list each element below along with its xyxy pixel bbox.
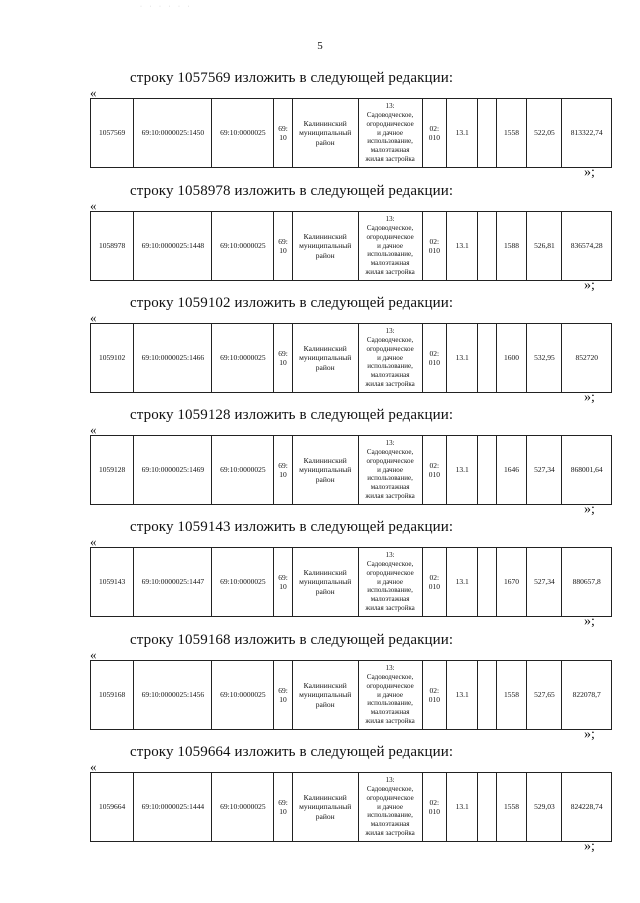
parent-cadastral-cell: 69:10:0000025 (212, 773, 274, 842)
category-cell: 13.1 (447, 99, 478, 168)
code-cell: 02: 010 (422, 548, 447, 617)
usage-line: и дачное (377, 353, 403, 362)
cadastral-number-cell: 69:10:0000025:1466 (134, 324, 212, 393)
usage-cell (358, 99, 422, 168)
record-id-cell: 1059143 (91, 548, 134, 617)
rate-cell: 526,81 (527, 212, 562, 281)
parent-cadastral-cell: 69:10:0000025 (212, 436, 274, 505)
rate-cell: 527,34 (527, 548, 562, 617)
open-quote: « (90, 198, 97, 213)
rate-cell: 529,03 (527, 773, 562, 842)
close-quote: »; (584, 390, 595, 405)
usage-line: использование, (367, 137, 413, 146)
table-row (91, 212, 612, 281)
district-cell: Калининский муниципальный район (292, 661, 358, 730)
usage-line: 13: (385, 776, 395, 785)
empty-cell (478, 661, 497, 730)
table-row (91, 436, 612, 505)
usage-line: Садоводческое, (366, 560, 414, 569)
usage-line: жилая застройка (365, 716, 415, 725)
usage-line: Садоводческое, (366, 336, 414, 345)
record-id-cell: 1059128 (91, 436, 134, 505)
empty-cell (478, 324, 497, 393)
district-cell: Калининский муниципальный район (292, 212, 358, 281)
usage-line: Садоводческое, (366, 785, 414, 794)
record-id-cell: 1059168 (91, 661, 134, 730)
value-cell: 868001,64 (562, 436, 612, 505)
close-quote: »; (584, 502, 595, 517)
area-cell: 1600 (496, 324, 527, 393)
usage-line: малоэтажная (370, 595, 410, 604)
open-quote: « (90, 422, 97, 437)
table-row (91, 661, 612, 730)
category-cell: 13.1 (447, 436, 478, 505)
amendment-heading: строку 1057569 изложить в следующей редакции: (130, 70, 454, 86)
table-row (91, 773, 612, 842)
empty-cell (478, 548, 497, 617)
region-code-cell: 69: 10 (274, 324, 293, 393)
header-marks: · · · · · · (140, 4, 193, 10)
usage-line: малоэтажная (370, 820, 410, 829)
record-table (90, 323, 612, 393)
usage-line: огородническое (366, 456, 414, 465)
area-cell: 1558 (496, 661, 527, 730)
usage-line: жилая застройка (365, 267, 415, 276)
usage-cell (358, 212, 422, 281)
category-cell: 13.1 (447, 661, 478, 730)
usage-line: 13: (385, 664, 395, 673)
open-quote: « (90, 759, 97, 774)
empty-cell (478, 99, 497, 168)
usage-line: 13: (385, 102, 395, 111)
amendment-heading: строку 1059128 изложить в следующей редакции: (130, 407, 454, 423)
value-cell: 852720 (562, 324, 612, 393)
open-quote: « (90, 647, 97, 662)
usage-cell (358, 661, 422, 730)
open-quote: « (90, 534, 97, 549)
amendment-heading: строку 1059168 изложить в следующей редакции: (130, 632, 454, 648)
cadastral-number-cell: 69:10:0000025:1447 (134, 548, 212, 617)
usage-line: Садоводческое, (366, 673, 414, 682)
usage-cell (358, 324, 422, 393)
value-cell: 836574,28 (562, 212, 612, 281)
rate-cell: 522,05 (527, 99, 562, 168)
record-table (90, 772, 612, 842)
usage-line: малоэтажная (370, 371, 410, 380)
value-cell: 813322,74 (562, 99, 612, 168)
empty-cell (478, 212, 497, 281)
usage-line: и дачное (377, 465, 403, 474)
district-cell: Калининский муниципальный район (292, 548, 358, 617)
code-cell: 02: 010 (422, 661, 447, 730)
usage-line: огородническое (366, 344, 414, 353)
district-cell: Калининский муниципальный район (292, 436, 358, 505)
usage-line: огородническое (366, 793, 414, 802)
usage-line: малоэтажная (370, 483, 410, 492)
area-cell: 1670 (496, 548, 527, 617)
usage-cell (358, 773, 422, 842)
empty-cell (478, 773, 497, 842)
region-code-cell: 69: 10 (274, 773, 293, 842)
empty-cell (478, 436, 497, 505)
rate-cell: 532,95 (527, 324, 562, 393)
usage-line: жилая застройка (365, 379, 415, 388)
code-cell: 02: 010 (422, 324, 447, 393)
usage-line: и дачное (377, 802, 403, 811)
amendment-heading: строку 1059143 изложить в следующей редакции: (130, 519, 454, 535)
rate-cell: 527,34 (527, 436, 562, 505)
region-code-cell: 69: 10 (274, 436, 293, 505)
table-row (91, 99, 612, 168)
district-cell: Калининский муниципальный район (292, 773, 358, 842)
record-id-cell: 1059664 (91, 773, 134, 842)
region-code-cell: 69: 10 (274, 99, 293, 168)
usage-line: огородническое (366, 232, 414, 241)
value-cell: 822078,7 (562, 661, 612, 730)
usage-line: и дачное (377, 241, 403, 250)
parent-cadastral-cell: 69:10:0000025 (212, 212, 274, 281)
cadastral-number-cell: 69:10:0000025:1450 (134, 99, 212, 168)
area-cell: 1646 (496, 436, 527, 505)
usage-line: и дачное (377, 690, 403, 699)
code-cell: 02: 010 (422, 773, 447, 842)
region-code-cell: 69: 10 (274, 548, 293, 617)
category-cell: 13.1 (447, 773, 478, 842)
region-code-cell: 69: 10 (274, 212, 293, 281)
rate-cell: 527,65 (527, 661, 562, 730)
record-id-cell: 1059102 (91, 324, 134, 393)
usage-line: жилая застройка (365, 491, 415, 500)
usage-line: малоэтажная (370, 708, 410, 717)
usage-line: Садоводческое, (366, 111, 414, 120)
usage-line: малоэтажная (370, 259, 410, 268)
usage-cell (358, 548, 422, 617)
usage-line: Садоводческое, (366, 224, 414, 233)
usage-line: 13: (385, 327, 395, 336)
close-quote: »; (584, 839, 595, 854)
close-quote: »; (584, 614, 595, 629)
record-table (90, 660, 612, 730)
usage-line: жилая застройка (365, 154, 415, 163)
usage-line: использование, (367, 586, 413, 595)
code-cell: 02: 010 (422, 99, 447, 168)
parent-cadastral-cell: 69:10:0000025 (212, 661, 274, 730)
cadastral-number-cell: 69:10:0000025:1444 (134, 773, 212, 842)
usage-line: огородническое (366, 119, 414, 128)
code-cell: 02: 010 (422, 436, 447, 505)
cadastral-number-cell: 69:10:0000025:1456 (134, 661, 212, 730)
open-quote: « (90, 310, 97, 325)
record-table (90, 98, 612, 168)
usage-line: Садоводческое, (366, 448, 414, 457)
amendment-heading: строку 1059664 изложить в следующей редакции: (130, 744, 454, 760)
usage-line: использование, (367, 811, 413, 820)
region-code-cell: 69: 10 (274, 661, 293, 730)
record-id-cell: 1057569 (91, 99, 134, 168)
area-cell: 1558 (496, 773, 527, 842)
usage-line: 13: (385, 215, 395, 224)
category-cell: 13.1 (447, 212, 478, 281)
parent-cadastral-cell: 69:10:0000025 (212, 324, 274, 393)
usage-line: огородническое (366, 568, 414, 577)
table-row (91, 548, 612, 617)
usage-line: жилая застройка (365, 828, 415, 837)
usage-line: и дачное (377, 577, 403, 586)
usage-line: использование, (367, 474, 413, 483)
close-quote: »; (584, 727, 595, 742)
usage-line: и дачное (377, 128, 403, 137)
close-quote: »; (584, 278, 595, 293)
value-cell: 880657,8 (562, 548, 612, 617)
record-id-cell: 1058978 (91, 212, 134, 281)
usage-line: 13: (385, 439, 395, 448)
record-table (90, 211, 612, 281)
record-table (90, 547, 612, 617)
area-cell: 1588 (496, 212, 527, 281)
table-row (91, 324, 612, 393)
parent-cadastral-cell: 69:10:0000025 (212, 548, 274, 617)
usage-line: 13: (385, 551, 395, 560)
open-quote: « (90, 85, 97, 100)
category-cell: 13.1 (447, 548, 478, 617)
district-cell: Калининский муниципальный район (292, 99, 358, 168)
usage-line: использование, (367, 699, 413, 708)
cadastral-number-cell: 69:10:0000025:1469 (134, 436, 212, 505)
record-table (90, 435, 612, 505)
amendment-heading: строку 1058978 изложить в следующей редакции: (130, 183, 454, 199)
district-cell: Калининский муниципальный район (292, 324, 358, 393)
parent-cadastral-cell: 69:10:0000025 (212, 99, 274, 168)
page-number: 5 (317, 40, 323, 52)
usage-line: использование, (367, 250, 413, 259)
usage-cell (358, 436, 422, 505)
usage-line: огородническое (366, 681, 414, 690)
value-cell: 824228,74 (562, 773, 612, 842)
amendment-heading: строку 1059102 изложить в следующей редакции: (130, 295, 454, 311)
cadastral-number-cell: 69:10:0000025:1448 (134, 212, 212, 281)
usage-line: жилая застройка (365, 603, 415, 612)
code-cell: 02: 010 (422, 212, 447, 281)
usage-line: использование, (367, 362, 413, 371)
usage-line: малоэтажная (370, 146, 410, 155)
area-cell: 1558 (496, 99, 527, 168)
close-quote: »; (584, 165, 595, 180)
category-cell: 13.1 (447, 324, 478, 393)
